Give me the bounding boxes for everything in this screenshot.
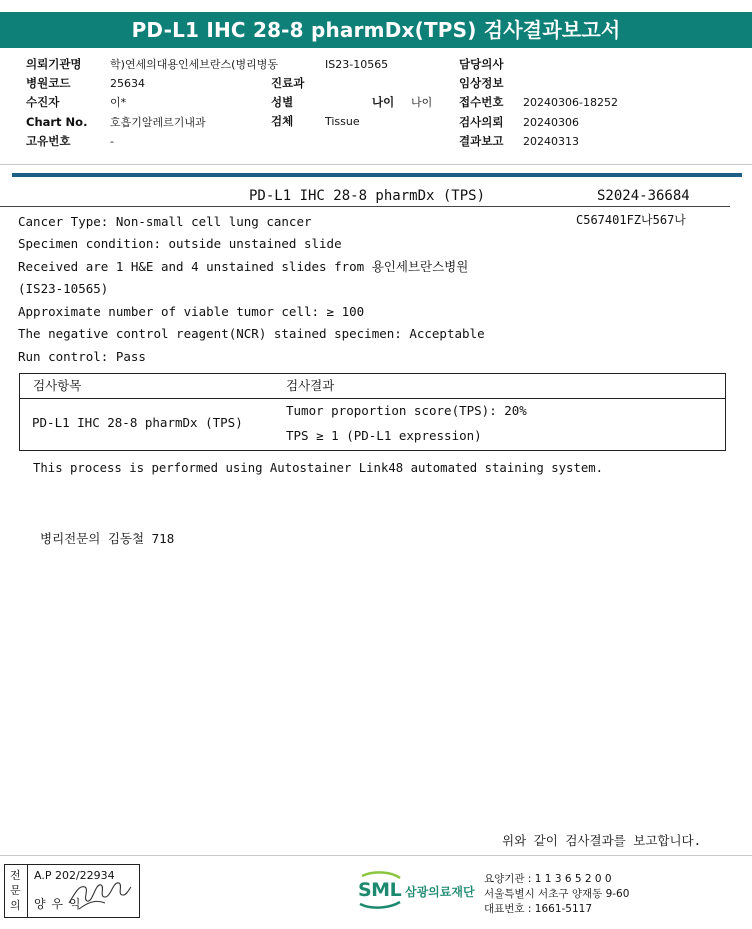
request-date-value: 20240306 [523,116,579,129]
report-title: PD-L1 IHC 28-8 pharmDx(TPS) 검사결과보고서 [0,12,752,48]
request-date-label: 검사의뢰 [459,115,504,129]
sml-logo [356,870,404,910]
specialist-stamp [4,864,140,918]
result-table [19,373,726,451]
table-header-result: 검사결과 [286,378,335,393]
table-result-expression: TPS ≥ 1 (PD-L1 expression) [286,428,482,443]
unique-no-label: 고유번호 [26,134,71,148]
unique-no-value: - [110,135,114,148]
examinee-label: 수진자 [26,95,60,109]
organization-address: 서울특별시 서초구 양재동 9-60 [484,888,630,900]
header-divider [0,164,752,165]
report-test-name: PD-L1 IHC 28-8 pharmDx (TPS) [249,188,486,204]
report-line: Received are 1 H&E and 4 unstained slides from 용인세브란스병원 [18,259,469,274]
ward-value: IS23-10565 [325,58,389,71]
report-line: The negative control reagent(NCR) stained specimen: Acceptable [18,326,485,341]
table-header-divider [20,398,725,399]
report-line: Cancer Type: Non-small cell lung cancer [18,214,312,229]
age-value: 나이 [411,96,433,109]
organization-phone: 대표번호 : 1661-5117 [484,903,593,915]
report-date-label: 결과보고 [459,134,504,148]
process-note: This process is performed using Autostainer Link48 automated staining system. [33,461,604,475]
receipt-no-label: 접수번호 [459,95,504,109]
institution-label: 의뢰기관명 [26,57,82,71]
stamp-name: 양 우 익 [34,897,82,911]
sex-label: 성별 [271,95,294,109]
report-date-value: 20240313 [523,135,579,148]
department-label: 진료과 [271,76,305,90]
stamp-divider [27,865,28,917]
specimen-label: 검체 [271,114,294,128]
hospital-code-label: 병원코드 [26,76,71,90]
report-line: (IS23-10565) [18,281,109,296]
hospital-code-value: 25634 [110,77,145,90]
footer-divider [0,855,752,856]
organization-name: 삼광의료재단 [405,885,475,899]
examinee-value: 이* [110,96,127,109]
chart-no-value: 호흡기알레르기내과 [110,116,206,129]
physician-label: 담당의사 [459,57,504,71]
specimen-value: Tissue [325,115,360,128]
table-result-tps: Tumor proportion score(TPS): 20% [286,403,527,418]
institution-value: 학)연세의대용인세브란스(병리병동 [110,58,278,71]
stamp-license: A.P 202/22934 [34,869,115,882]
handwritten-signature-icon [65,873,135,913]
receipt-no-value: 20240306-18252 [523,96,618,109]
chart-no-label: Chart No. [26,115,88,129]
stamp-side-label: 전문의 [10,869,21,912]
pathologist-signature: 병리전문의 김동철 718 [40,531,175,546]
age-label: 나이 [372,95,395,109]
closing-statement: 위와 같이 검사결과를 보고합니다. [502,833,702,848]
report-line: Specimen condition: outside unstained slide [18,236,342,251]
report-divider [12,173,742,177]
report-line: Approximate number of viable tumor cell: ≥ 100 [18,304,365,319]
report-header-underline [0,206,730,207]
clinical-info-label: 임상정보 [459,76,504,90]
care-institution-code: 요양기관 : 1 1 3 6 5 2 0 0 [484,873,612,885]
sml-logo-text: SML [358,879,402,901]
table-header-item: 검사항목 [33,378,82,393]
sample-code: C567401FZ나567나 [576,213,686,227]
patient-info-section [0,55,752,151]
report-line: Run control: Pass [18,349,146,364]
table-item-name: PD-L1 IHC 28-8 pharmDx (TPS) [32,415,243,430]
report-number: S2024-36684 [597,188,690,204]
